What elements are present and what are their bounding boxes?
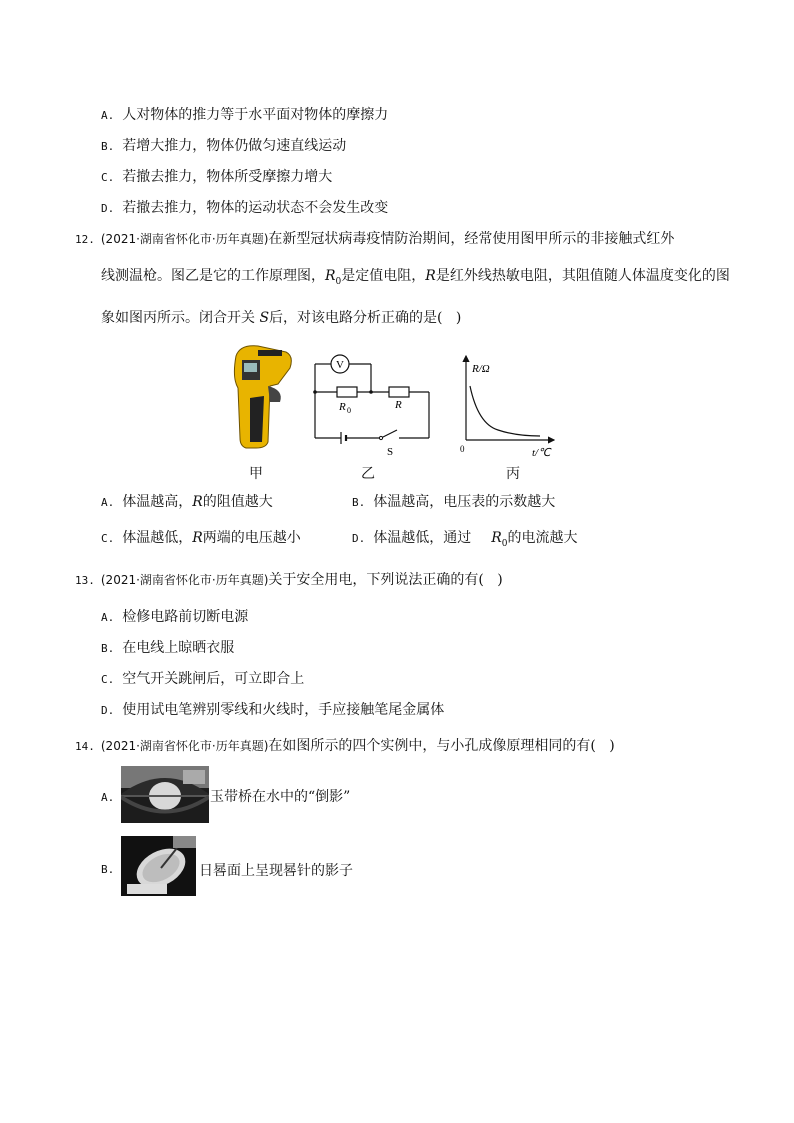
option-key: C. <box>101 673 115 686</box>
option-key: B. <box>101 140 115 153</box>
option-key: A. <box>101 496 115 509</box>
option-text: 的阻值越大 <box>202 494 273 510</box>
question-number: 13. <box>75 574 95 587</box>
option-text: 若增大推力，物体仍做匀速直线运动 <box>122 138 347 154</box>
circuit-diagram <box>305 350 435 460</box>
question-text: 后，对该电路分析正确的是( ) <box>269 310 462 326</box>
q14-stem <box>75 735 615 755</box>
bridge-reflection-photo <box>121 766 209 823</box>
figure-caption-c: 丙 <box>506 466 520 482</box>
q13-stem <box>75 569 503 589</box>
option-text: 的电流越大 <box>507 530 578 546</box>
question-text: 是红外线热敏电阻，其阻值随人体温度变化的图 <box>435 268 730 284</box>
r0-subscript: 0 <box>347 406 351 415</box>
option-key: C. <box>101 532 115 545</box>
q14-option-a-key[interactable] <box>101 789 122 805</box>
graph-y-label: R/Ω <box>472 363 490 375</box>
option-text: 使用试电笔辨别零线和火线时，手应接触笔尾金属体 <box>122 702 445 718</box>
question-text: 在如图所示的四个实例中，与小孔成像原理相同的有( ) <box>268 738 615 754</box>
option-text: 检修电路前切断电源 <box>122 609 249 625</box>
q14-option-b-text: 日晷面上呈现晷针的影子 <box>199 863 353 879</box>
r-label: R <box>395 399 402 411</box>
option-key: D. <box>101 202 115 215</box>
question-text: 在新型冠状病毒疫情防治期间，经常使用图甲所示的非接触式红外 <box>268 231 675 247</box>
q12-option-d[interactable] <box>352 527 578 549</box>
question-source: (2021·湖南省怀化市·历年真题) <box>100 573 269 587</box>
option-key: A. <box>101 791 115 804</box>
q11-option-c[interactable] <box>101 166 332 186</box>
option-key: C. <box>101 171 115 184</box>
question-text: 象如图丙所示。闭合开关 <box>101 310 260 326</box>
option-key: B. <box>101 863 115 876</box>
sundial-photo <box>121 836 196 896</box>
q13-option-c[interactable] <box>101 668 304 688</box>
graph-origin-label: 0 <box>460 444 465 454</box>
question-source: (2021·湖南省怀化市·历年真题) <box>100 739 269 753</box>
option-text: 空气开关跳闸后，可立即合上 <box>122 671 305 687</box>
q14-option-a-text: 玉带桥在水中的“倒影” <box>210 789 351 805</box>
switch-label: S <box>387 446 394 458</box>
symbol-s: S <box>259 310 270 326</box>
option-text: 体温越低， <box>122 530 193 546</box>
q11-option-d[interactable] <box>101 197 388 217</box>
q12-option-b[interactable] <box>352 491 555 511</box>
symbol-r: R <box>192 530 203 546</box>
q12-stem-line3 <box>101 307 461 327</box>
resistance-temperature-graph <box>452 350 558 460</box>
symbol-r0: R <box>325 268 336 284</box>
voltmeter-label: V <box>336 359 344 371</box>
figure-caption-b: 乙 <box>361 466 375 482</box>
q12-stem-line2 <box>101 265 730 287</box>
option-text: 两端的电压越小 <box>202 530 301 546</box>
option-text: 体温越高， <box>122 494 193 510</box>
subscript: 0 <box>335 276 342 287</box>
option-key: B. <box>352 496 366 509</box>
subscript: 0 <box>501 538 508 549</box>
option-text: 人对物体的推力等于水平面对物体的摩擦力 <box>122 107 389 123</box>
q12-option-a[interactable] <box>101 491 273 511</box>
thermometer-gun-image <box>228 338 298 450</box>
option-text: 体温越高，电压表的示数越大 <box>373 494 556 510</box>
q11-option-a[interactable] <box>101 104 388 124</box>
symbol-r0: R <box>491 530 502 546</box>
question-text: 线测温枪。图乙是它的工作原理图， <box>101 268 325 284</box>
question-text: 是定值电阻， <box>341 268 426 284</box>
option-key: D. <box>101 704 115 717</box>
option-key: A. <box>101 109 115 122</box>
option-key: A. <box>101 611 115 624</box>
question-source: (2021·湖南省怀化市·历年真题) <box>100 232 269 246</box>
symbol-r: R <box>425 268 436 284</box>
q11-option-b[interactable] <box>101 135 346 155</box>
symbol-r: R <box>192 494 203 510</box>
q13-option-a[interactable] <box>101 606 248 626</box>
option-key: B. <box>101 642 115 655</box>
q12-option-c[interactable] <box>101 527 301 547</box>
option-text: 若撤去推力，物体所受摩擦力增大 <box>122 169 333 185</box>
option-text: 在电线上晾晒衣服 <box>122 640 235 656</box>
r0-label: R <box>339 401 346 413</box>
question-number: 14. <box>75 740 95 753</box>
figure-caption-a: 甲 <box>249 466 263 482</box>
option-text: 若撤去推力，物体的运动状态不会发生改变 <box>122 200 389 216</box>
q13-option-d[interactable] <box>101 699 444 719</box>
q12-stem-line1 <box>75 228 674 248</box>
q13-option-b[interactable] <box>101 637 234 657</box>
question-text: 关于安全用电，下列说法正确的有( ) <box>268 572 503 588</box>
option-key: D. <box>352 532 366 545</box>
q14-option-b-key[interactable] <box>101 861 122 877</box>
graph-x-label: t/℃ <box>532 447 551 459</box>
question-number: 12. <box>75 233 95 246</box>
option-text: 体温越低，通过 <box>373 530 472 546</box>
